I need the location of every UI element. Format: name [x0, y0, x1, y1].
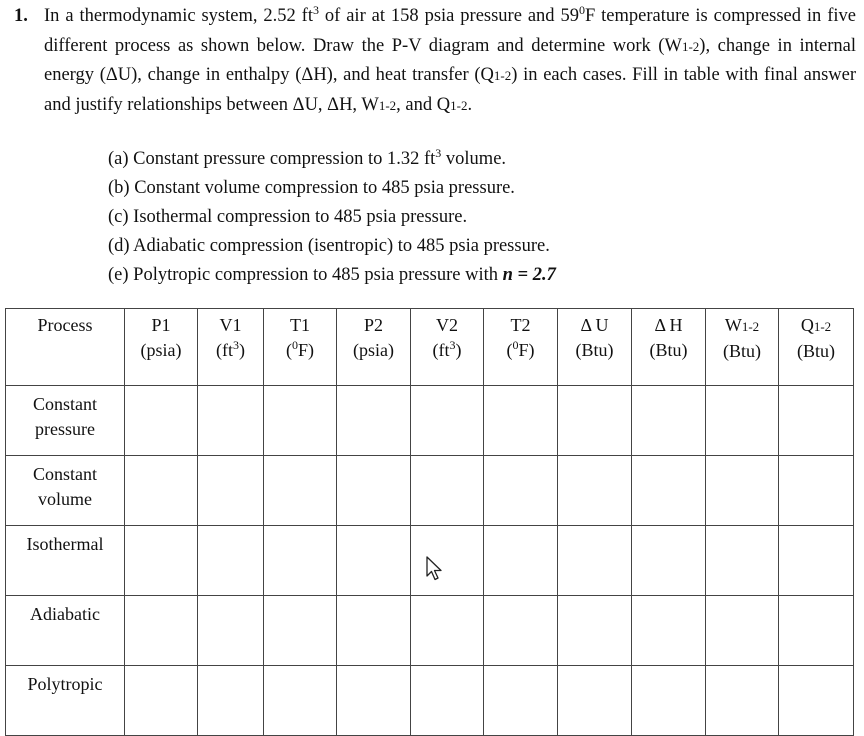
- header-work: W1-2 (Btu): [706, 309, 779, 386]
- table-row: [6, 386, 854, 456]
- header-t2: T2 ($^0$F): [484, 309, 558, 386]
- table-cell[interactable]: [411, 456, 484, 526]
- table-cell[interactable]: [264, 596, 337, 666]
- table-cell[interactable]: [337, 596, 411, 666]
- table-cell[interactable]: [198, 526, 264, 596]
- table-cell[interactable]: [264, 666, 337, 736]
- process-item-e: (e) Polytropic compression to 485 psia pressure with n = 2.7: [108, 265, 556, 285]
- table-cell[interactable]: [264, 526, 337, 596]
- row-label-polytropic: Polytropic: [6, 666, 125, 736]
- table-cell[interactable]: [558, 526, 632, 596]
- table-cell[interactable]: [558, 386, 632, 456]
- mouse-pointer-icon: [426, 556, 446, 582]
- row-label-constant-pressure: Constant pressure: [6, 386, 125, 456]
- table-cell[interactable]: [706, 596, 779, 666]
- table-cell[interactable]: [198, 386, 264, 456]
- table-cell[interactable]: [411, 526, 484, 596]
- table-cell[interactable]: [337, 456, 411, 526]
- table-cell[interactable]: [125, 526, 198, 596]
- table-cell[interactable]: [125, 666, 198, 736]
- table-cell[interactable]: [411, 386, 484, 456]
- header-delta-u: Δ U (Btu): [558, 309, 632, 386]
- problem-text: In a thermodynamic system, 2.52 $ft^3$ of air at 158 psia pressure and $59^0F$ temperature is compressed in five different process as shown below. Draw the P-V diagram and determine work (W1-2), change in internal energy (ΔU), change in enthalpy (ΔH), and heat transfer (Q1-2) in each cases. Fill in table with final answer and justify relationships between ΔU, ΔH, W1-2, and Q1-2.: [44, 3, 857, 115]
- table-cell[interactable]: [484, 526, 558, 596]
- table-cell[interactable]: [198, 456, 264, 526]
- header-process: Process: [6, 309, 125, 386]
- table-cell[interactable]: [779, 526, 854, 596]
- row-label-constant-volume: Constant volume: [6, 456, 125, 526]
- table-cell[interactable]: [779, 596, 854, 666]
- table-cell[interactable]: [706, 386, 779, 456]
- header-p1: P1 (psia): [125, 309, 198, 386]
- table-cell[interactable]: [706, 526, 779, 596]
- problem-number: 1.: [14, 6, 28, 26]
- process-item-c: (c) Isothermal compression to 485 psia pressure.: [108, 207, 468, 227]
- table-cell[interactable]: [484, 386, 558, 456]
- process-list: [108, 145, 556, 290]
- table-cell[interactable]: [125, 456, 198, 526]
- table-cell[interactable]: [558, 596, 632, 666]
- table-cell[interactable]: [264, 386, 337, 456]
- header-t1: T1 ($^0$F): [264, 309, 337, 386]
- header-v1: V1 $(ft^3)$: [198, 309, 264, 386]
- table-cell[interactable]: [706, 456, 779, 526]
- table-cell[interactable]: [779, 456, 854, 526]
- table-cell[interactable]: [264, 456, 337, 526]
- results-table: [5, 308, 854, 736]
- table-cell[interactable]: [632, 666, 706, 736]
- table-cell[interactable]: [632, 456, 706, 526]
- table-row: [6, 666, 854, 736]
- table-cell[interactable]: [198, 666, 264, 736]
- process-item-d: (d) Adiabatic compression (isentropic) to 485 psia pressure.: [108, 236, 550, 256]
- table-cell[interactable]: [779, 386, 854, 456]
- table-cell[interactable]: [198, 596, 264, 666]
- row-label-isothermal: Isothermal: [6, 526, 125, 596]
- table-cell[interactable]: [484, 666, 558, 736]
- table-cell[interactable]: [484, 456, 558, 526]
- table-cell[interactable]: [125, 386, 198, 456]
- header-v2: V2 $(ft^3)$: [411, 309, 484, 386]
- process-item-a: (a) Constant pressure compression to 1.32 $ft^3$ volume.: [108, 146, 507, 169]
- header-p2: P2 (psia): [337, 309, 411, 386]
- table-cell[interactable]: [632, 526, 706, 596]
- table-cell[interactable]: [632, 386, 706, 456]
- table-cell[interactable]: [125, 596, 198, 666]
- table-cell[interactable]: [558, 666, 632, 736]
- table-row: [6, 596, 854, 666]
- table-cell[interactable]: [411, 596, 484, 666]
- table-header-row: [6, 309, 854, 386]
- table-cell[interactable]: [632, 596, 706, 666]
- table-cell[interactable]: [558, 456, 632, 526]
- table-cell[interactable]: [779, 666, 854, 736]
- header-delta-h: Δ H (Btu): [632, 309, 706, 386]
- table-row: [6, 456, 854, 526]
- problem-statement: [14, 2, 856, 120]
- table-cell[interactable]: [706, 666, 779, 736]
- table-cell[interactable]: [337, 526, 411, 596]
- header-heat: Q1-2 (Btu): [779, 309, 854, 386]
- row-label-adiabatic: Adiabatic: [6, 596, 125, 666]
- table-cell[interactable]: [337, 386, 411, 456]
- table-cell[interactable]: [484, 596, 558, 666]
- table-cell[interactable]: [337, 666, 411, 736]
- table-cell[interactable]: [411, 666, 484, 736]
- process-item-b: (b) Constant volume compression to 485 psia pressure.: [108, 178, 515, 198]
